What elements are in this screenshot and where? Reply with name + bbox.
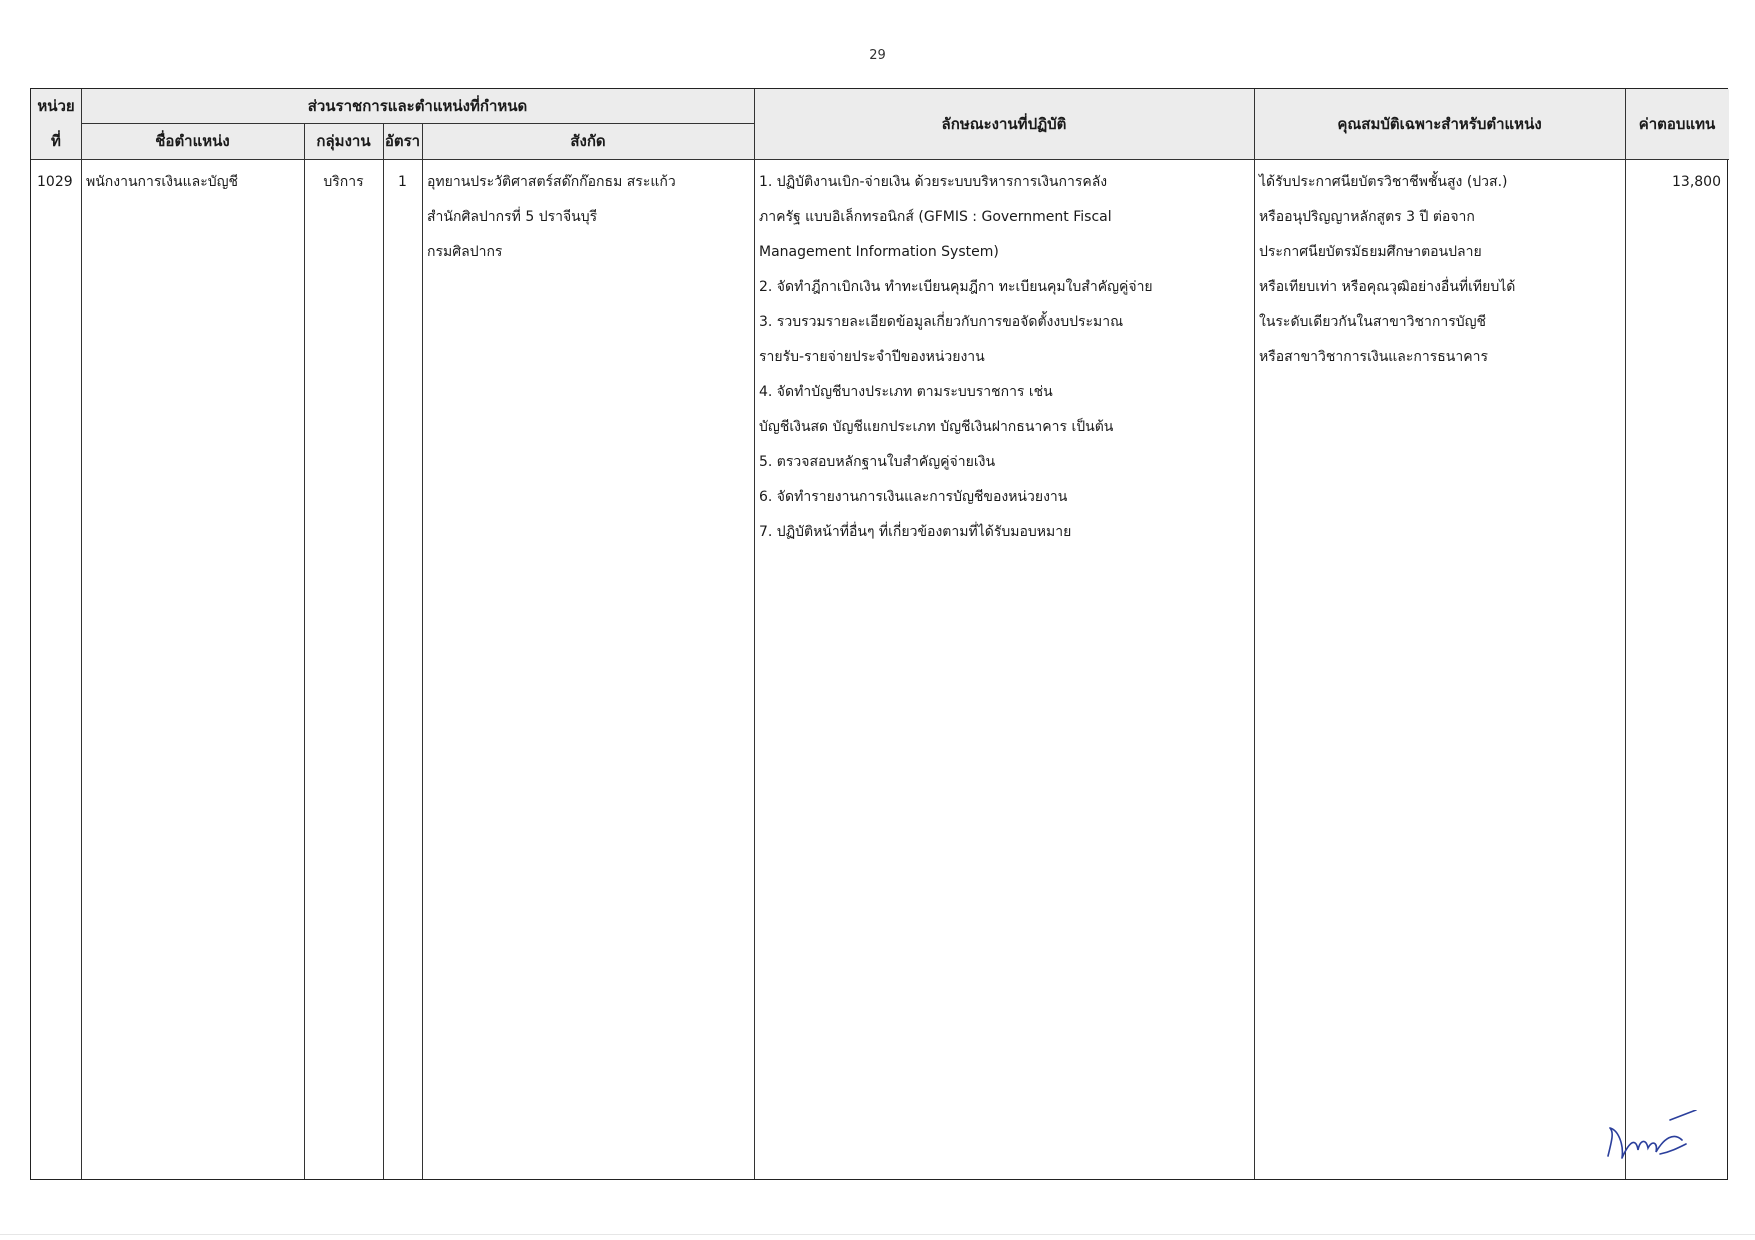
- affiliation-line: กรมศิลปากร: [427, 244, 503, 260]
- col-divider: [422, 123, 423, 1179]
- header-unit-no-bottom: ที่: [51, 132, 61, 150]
- qualifications-cell: [1259, 165, 1515, 375]
- header-position-name: ชื่อตำแหน่ง: [155, 132, 230, 150]
- header-bottom-line: [31, 159, 1729, 160]
- col-divider: [81, 89, 82, 1179]
- col-divider: [754, 89, 755, 1179]
- job-description-line: 5. ตรวจสอบหลักฐานใบสำคัญคู่จ่ายเงิน: [759, 454, 996, 470]
- job-description-line: 2. จัดทำฎีกาเบิกเงิน ทำทะเบียนคุมฎีกา ทะเบียนคุมใบสำคัญคู่จ่าย: [759, 279, 1153, 295]
- qualification-line: หรืออนุปริญญาหลักสูตร 3 ปี ต่อจาก: [1259, 209, 1475, 225]
- header-group: ส่วนราชการและตำแหน่งที่กำหนด: [307, 97, 528, 115]
- header-affiliation: สังกัด: [570, 132, 606, 150]
- header-job-description: ลักษณะงานที่ปฏิบัติ: [941, 115, 1067, 133]
- position-table: [30, 88, 1728, 1180]
- col-divider: [383, 123, 384, 1179]
- signature-initials: [1600, 1110, 1700, 1165]
- work-group-cell: บริการ: [323, 174, 364, 190]
- job-description-line: บัญชีเงินสด บัญชีแยกประเภท บัญชีเงินฝากธนาคาร เป็นต้น: [759, 419, 1114, 435]
- affiliation-line: อุทยานประวัติศาสตร์สด๊กก๊อกธม สระแก้ว: [427, 174, 676, 190]
- affiliation-line: สำนักศิลปากรที่ 5 ปราจีนบุรี: [427, 209, 598, 225]
- compensation-cell: 13,800: [1672, 174, 1721, 190]
- header-work-group: กลุ่มงาน: [316, 132, 371, 150]
- scan-edge: [0, 1234, 1755, 1235]
- qualification-line: หรือเทียบเท่า หรือคุณวุฒิอย่างอื่นที่เทียบได้: [1259, 279, 1516, 295]
- job-description-line: Management Information System): [759, 244, 999, 260]
- header-rate: อัตรา: [384, 132, 421, 150]
- job-description-line: 7. ปฏิบัติหน้าที่อื่นๆ ที่เกี่ยวข้องตามที่ได้รับมอบหมาย: [759, 524, 1072, 540]
- qualification-line: ได้รับประกาศนียบัตรวิชาชีพชั้นสูง (ปวส.): [1259, 174, 1508, 190]
- job-description-line: 1. ปฏิบัติงานเบิก-จ่ายเงิน ด้วยระบบบริหารการเงินการคลัง: [759, 174, 1108, 190]
- job-description-line: 4. จัดทำบัญชีบางประเภท ตามระบบราชการ เช่น: [759, 384, 1053, 400]
- qualification-line: หรือสาขาวิชาการเงินและการธนาคาร: [1259, 349, 1488, 365]
- position-name-cell: พนักงานการเงินและบัญชี: [86, 174, 239, 190]
- col-divider: [304, 123, 305, 1179]
- header-qualifications: คุณสมบัติเฉพาะสำหรับตำแหน่ง: [1337, 115, 1542, 133]
- job-description-line: 6. จัดทำรายงานการเงินและการบัญชีของหน่วยงาน: [759, 489, 1068, 505]
- header-unit-no-top: หน่วย: [37, 97, 75, 115]
- col-divider: [1254, 89, 1255, 1179]
- affiliation-cell: [427, 165, 676, 270]
- qualification-line: ประกาศนียบัตรมัธยมศึกษาตอนปลาย: [1259, 244, 1482, 260]
- header-compensation: ค่าตอบแทน: [1638, 115, 1716, 133]
- rate-cell: 1: [398, 174, 407, 190]
- qualification-line: ในระดับเดียวกันในสาขาวิชาการบัญชี: [1259, 314, 1487, 330]
- job-description-line: 3. รวบรวมรายละเอียดข้อมูลเกี่ยวกับการขอจัดตั้งงบประมาณ: [759, 314, 1124, 330]
- col-divider: [1625, 89, 1626, 1179]
- unit-no-cell: 1029: [37, 174, 73, 190]
- job-description-line: รายรับ-รายจ่ายประจำปีของหน่วยงาน: [759, 349, 985, 365]
- job-description-cell: [759, 165, 1153, 550]
- job-description-line: ภาครัฐ แบบอิเล็กทรอนิกส์ (GFMIS : Government Fiscal: [759, 209, 1112, 225]
- page-number: 29: [869, 48, 886, 63]
